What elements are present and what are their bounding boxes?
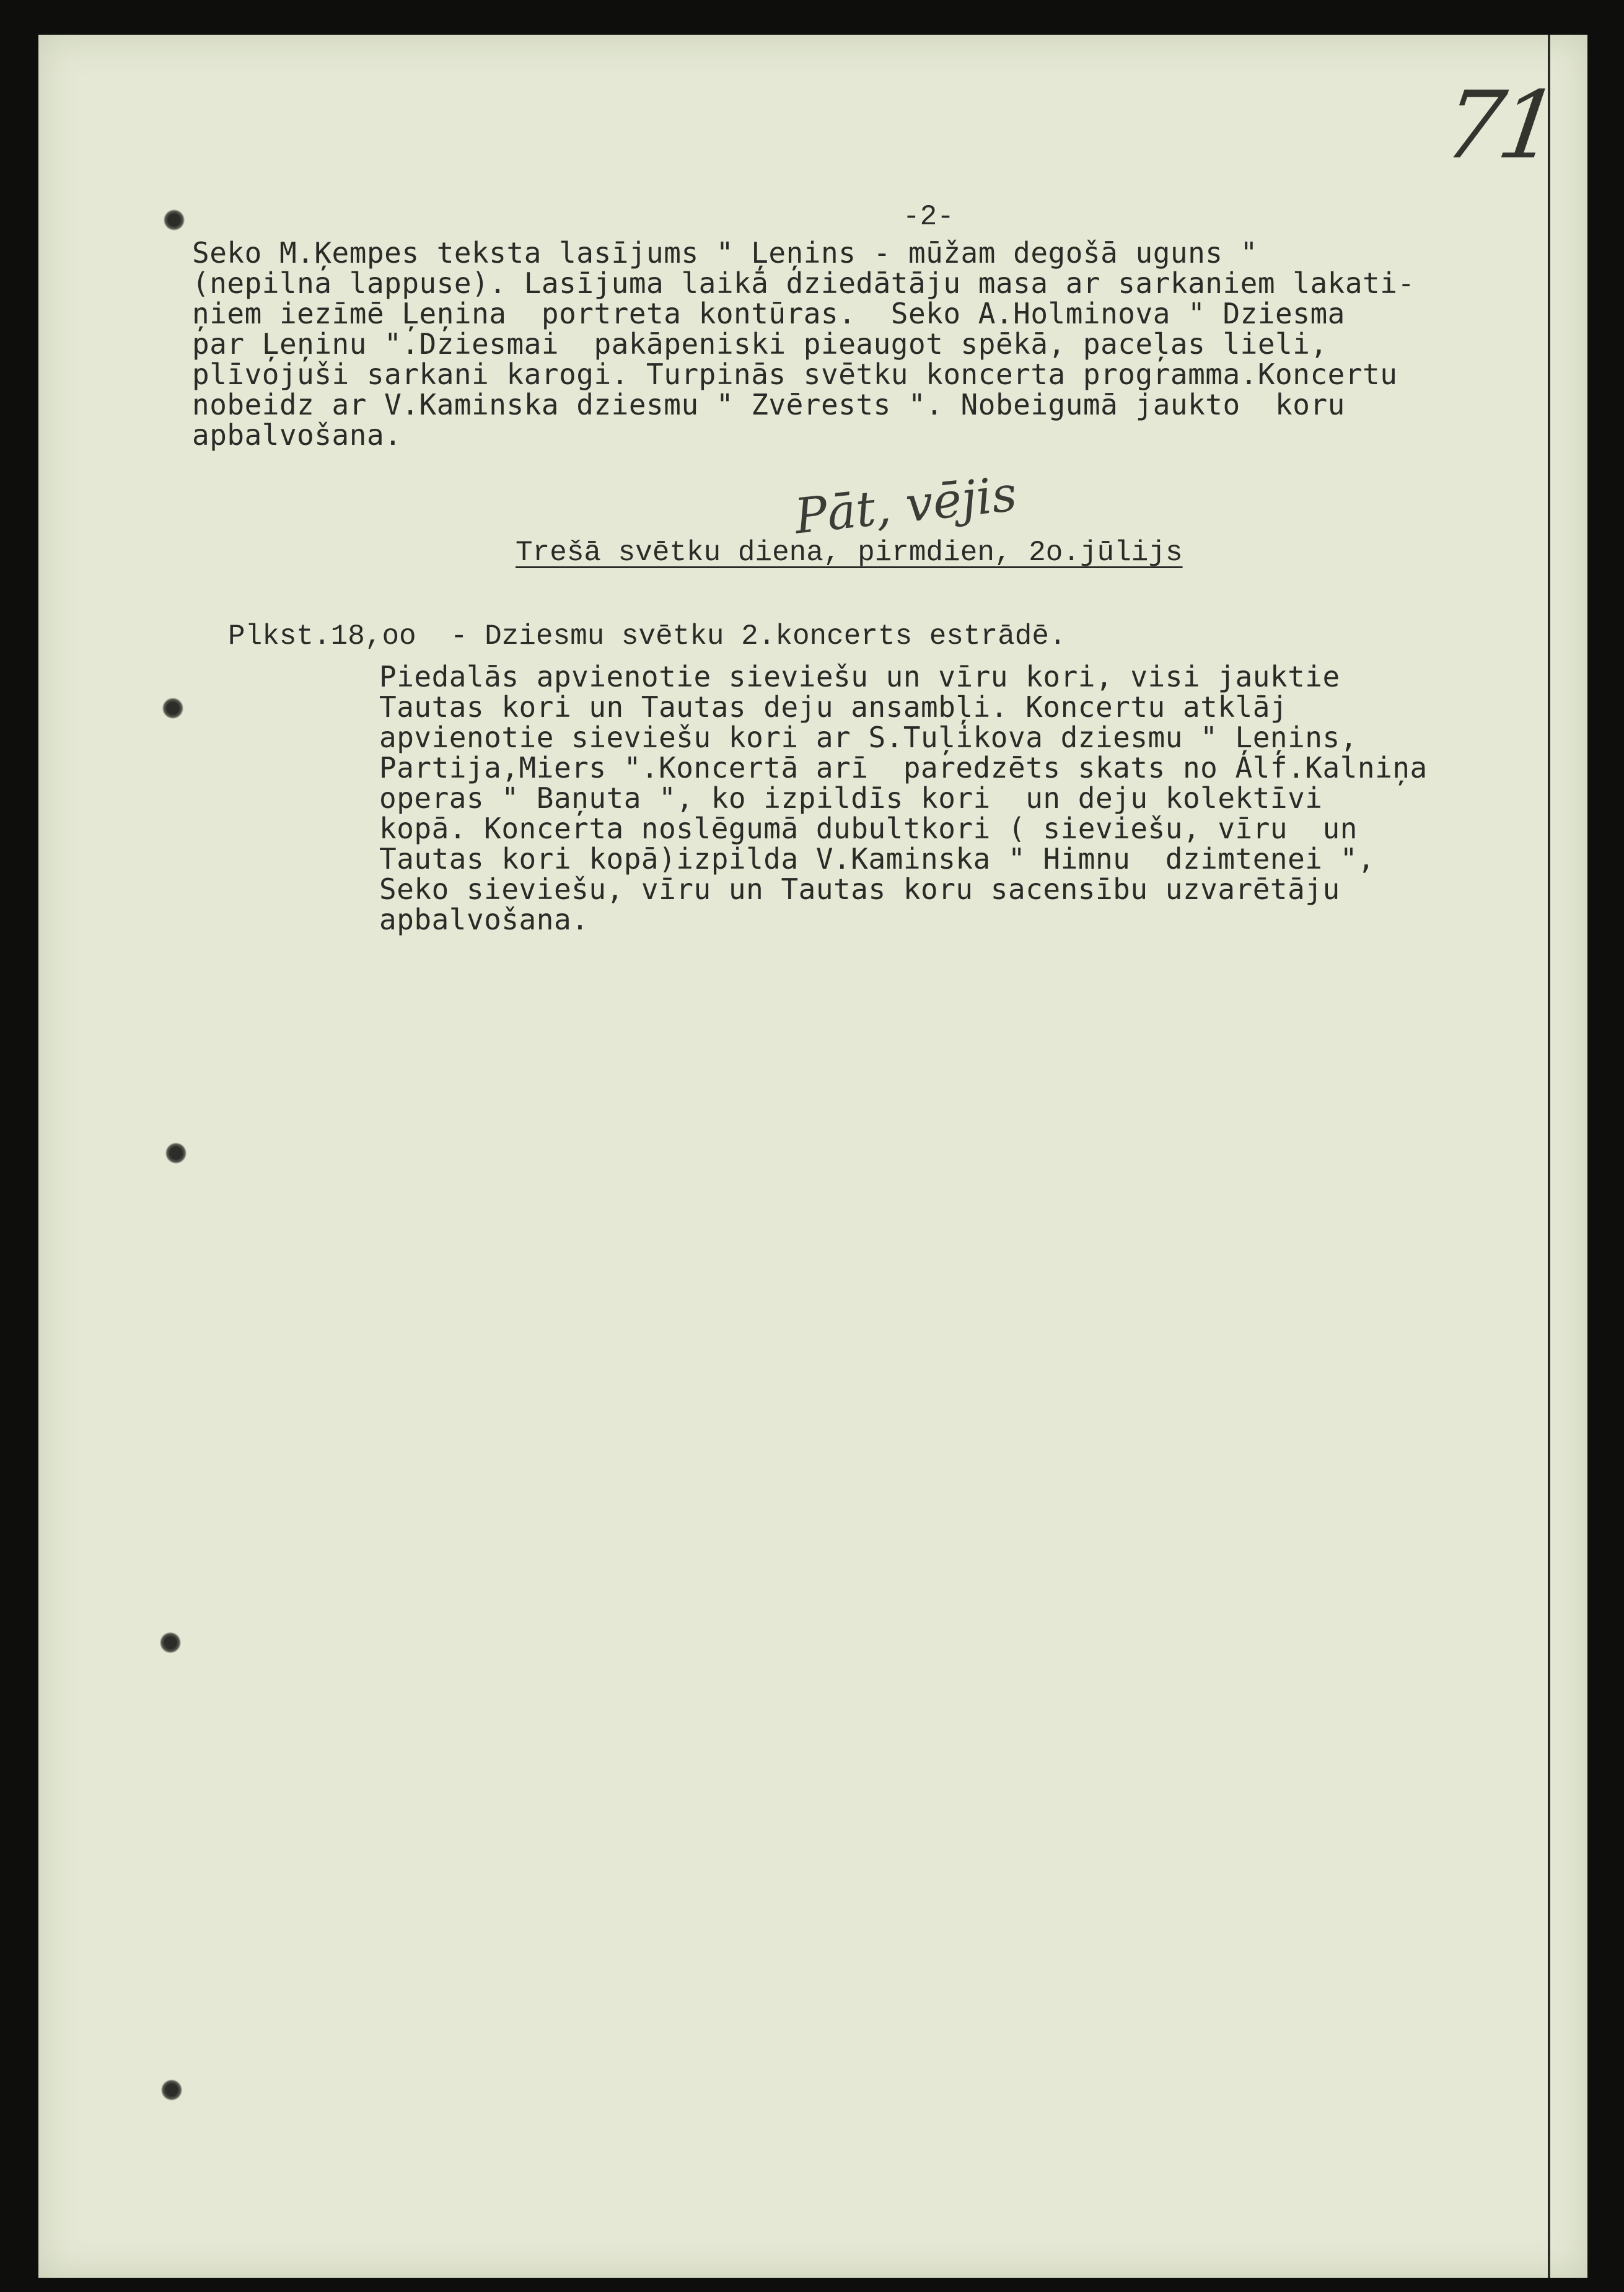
event-description-line: operas " Baņuta ", ko izpildīs kori un deju kolektīvi bbox=[379, 781, 1323, 815]
event-description-line: Piedalās apvienotie sieviešu un vīru kori, visi jauktie bbox=[379, 660, 1340, 693]
page-edge-shadow bbox=[1548, 35, 1550, 2278]
opening-paragraph-line: ņiem iezīmē Ļeņina portreta kontūras. Seko A.Holminova " Dziesma bbox=[192, 297, 1345, 330]
folio-number: 71 bbox=[1437, 72, 1561, 180]
event-description-line: kopā. Koncerta noslēgumā dubultkori ( sieviešu, vīru un bbox=[379, 812, 1358, 845]
event-description-line: Tautas kori un Tautas deju ansambļi. Koncertu atklāj bbox=[379, 690, 1288, 724]
opening-paragraph-line: apbalvošana. bbox=[192, 418, 402, 452]
punch-hole bbox=[165, 1143, 187, 1164]
document-page bbox=[38, 35, 1587, 2278]
event-description-line: apbalvošana. bbox=[379, 903, 589, 936]
punch-hole bbox=[164, 209, 185, 231]
section-heading: Trešā svētku diena, pirmdien, 2o.jūlijs bbox=[516, 537, 1183, 569]
handwritten-annotation: Pāt, vējis bbox=[792, 466, 1020, 545]
opening-paragraph-line: plīvojuši sarkani karogi. Turpinās svētku koncerta programma.Koncertu bbox=[192, 358, 1398, 391]
event-description-line: Partija,Miers ".Koncertā arī paredzēts skats no Alf.Kalniņa bbox=[379, 751, 1428, 784]
opening-paragraph bbox=[192, 238, 1415, 450]
punch-hole bbox=[161, 2079, 182, 2101]
opening-paragraph-line: (nepilna lappuse). Lasījuma laikā dziedātāju masa ar sarkaniem lakati- bbox=[192, 266, 1415, 300]
opening-paragraph-line: Seko M.Ķempes teksta lasījums " Ļeņins - mūžam degošā uguns " bbox=[192, 236, 1258, 270]
event-time-line: Plkst.18,oo - Dziesmu svētku 2.koncerts estrādē. bbox=[228, 620, 1066, 652]
page-number: -2- bbox=[903, 201, 954, 233]
event-description-line: apvienotie sieviešu kori ar S.Tuļikova dziesmu " Ļeņins, bbox=[379, 721, 1358, 754]
opening-paragraph-line: nobeidz ar V.Kaminska dziesmu " Zvērests ". Nobeigumā jaukto koru bbox=[192, 388, 1345, 421]
punch-hole bbox=[160, 1632, 181, 1653]
punch-hole bbox=[162, 698, 183, 719]
event-description bbox=[379, 662, 1428, 935]
opening-paragraph-line: par Ļeņinu ".Dziesmai pakāpeniski pieaugot spēkā, paceļas lieli, bbox=[192, 327, 1328, 361]
event-description-line: Seko sieviešu, vīru un Tautas koru sacensību uzvarētāju bbox=[379, 872, 1340, 906]
event-description-line: Tautas kori kopā)izpilda V.Kaminska " Himnu dzimtenei ", bbox=[379, 842, 1376, 876]
